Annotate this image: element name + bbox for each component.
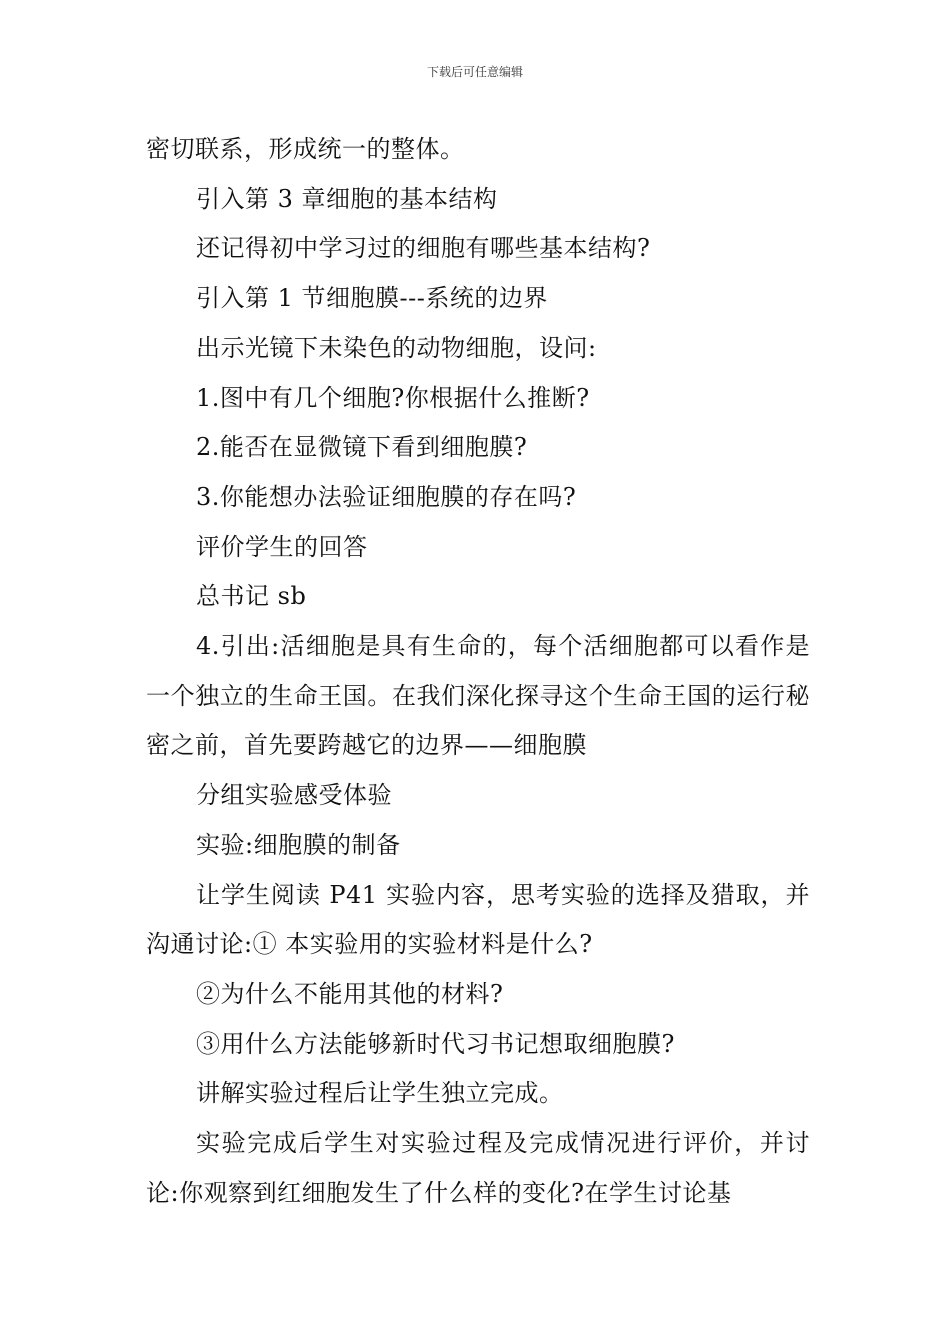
paragraph: 实验完成后学生对实验过程及完成情况进行评价，并讨论:你观察到红细胞发生了什么样的变化?在学生讨论基 bbox=[146, 1129, 810, 1207]
paragraph: 讲解实验过程后让学生独立完成。 bbox=[196, 1079, 564, 1108]
list-item: 1.图中有几个细胞?你根据什么推断? bbox=[196, 383, 590, 412]
paragraph: 让学生阅读 P41 实验内容，思考实验的选择及猎取，并沟通讨论:① 本实验用的实验材料是什么? bbox=[146, 880, 810, 959]
list-item: 2.能否在显微镜下看到细胞膜? bbox=[196, 433, 528, 462]
paragraph: 评价学生的回答 bbox=[196, 532, 368, 561]
paragraph: 总书记 sb bbox=[196, 582, 307, 611]
paragraph: ②为什么不能用其他的材料? bbox=[196, 979, 504, 1008]
list-item: 3.你能想办法验证细胞膜的存在吗? bbox=[196, 482, 577, 511]
paragraph: 还记得初中学习过的细胞有哪些基本结构? bbox=[196, 234, 651, 263]
paragraph: 出示光镜下未染色的动物细胞，设问: bbox=[196, 333, 597, 362]
paragraph: ③用什么方法能够新时代习书记想取细胞膜? bbox=[196, 1029, 675, 1058]
paragraph: 密切联系，形成统一的整体。 bbox=[146, 135, 465, 163]
paragraph: 分组实验感受体验 bbox=[196, 781, 392, 810]
page-header bbox=[0, 64, 950, 80]
header-note: 下载后可任意编辑 bbox=[426, 65, 523, 79]
document-body bbox=[146, 125, 810, 1218]
paragraph: 引入第 3 章细胞的基本结构 bbox=[196, 184, 498, 213]
paragraph: 引入第 1 节细胞膜---系统的边界 bbox=[196, 284, 548, 313]
list-item: 4.引出:活细胞是具有生命的，每个活细胞都可以看作是一个独立的生命王国。在我们深化探寻这个生命王国的运行秘密之前，首先要跨越它的边界——细胞膜 bbox=[146, 632, 810, 760]
paragraph: 实验:细胞膜的制备 bbox=[196, 830, 401, 859]
